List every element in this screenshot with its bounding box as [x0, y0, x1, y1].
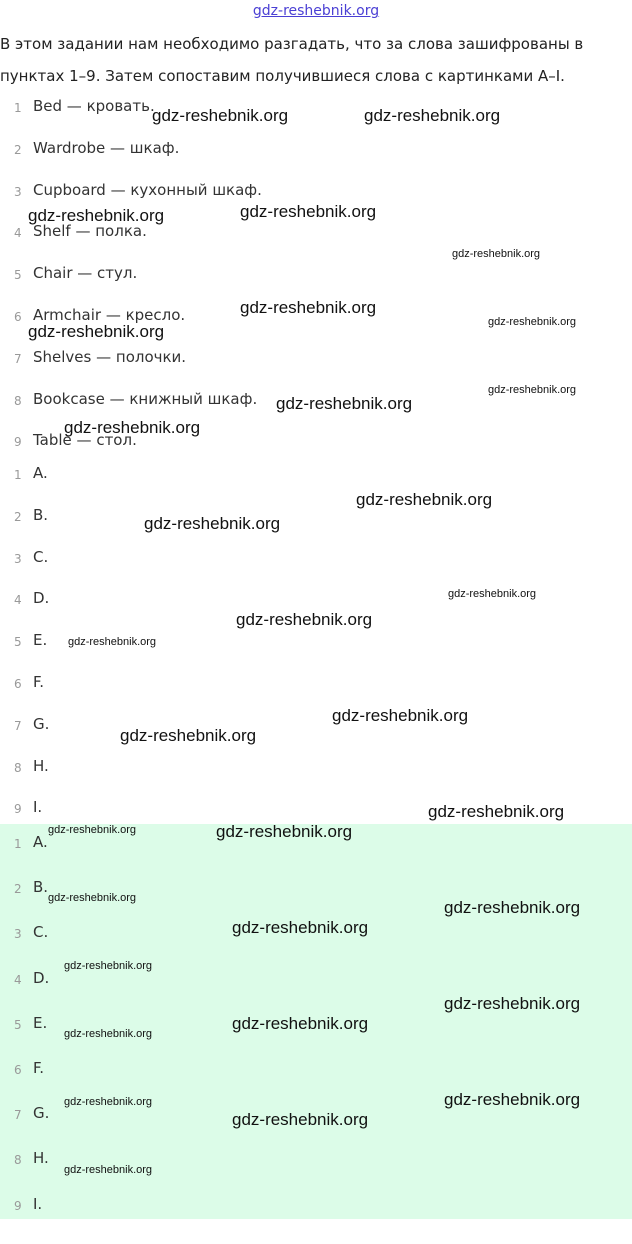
watermark: gdz-reshebnik.org: [28, 322, 165, 341]
item-number: 3: [14, 184, 22, 199]
item-text: Armchair — кресло.: [33, 305, 186, 324]
watermark: gdz-reshebnik.org: [64, 1096, 153, 1108]
watermark: gdz-reshebnik.org: [332, 706, 469, 725]
list-item: [0, 672, 632, 719]
list-item: [0, 833, 632, 882]
item-text: A.: [33, 464, 48, 482]
item-number: 5: [14, 268, 22, 283]
item-text: I.: [33, 798, 43, 817]
watermark: gdz-reshebnik.org: [144, 514, 281, 533]
task-intro: В этом задании нам необходимо разгадать, что за слова зашифрованы в пунктах 1–9. Затем сопоставим получившиеся слова с картинками A–I.: [0, 35, 584, 85]
item-number: 2: [14, 142, 22, 157]
watermark: gdz-reshebnik.org: [444, 898, 581, 917]
item-text: H.: [33, 1149, 49, 1168]
watermark: gdz-reshebnik.org: [152, 106, 289, 125]
item-text: D.: [33, 589, 50, 608]
watermark: gdz-reshebnik.org: [120, 726, 257, 745]
watermark: gdz-reshebnik.org: [48, 824, 137, 836]
watermark: gdz-reshebnik.org: [48, 892, 137, 904]
watermark: gdz-reshebnik.org: [444, 1090, 581, 1109]
item-number: 2: [14, 882, 22, 897]
item-text: C.: [33, 923, 49, 942]
watermark: gdz-reshebnik.org: [488, 384, 577, 396]
watermark: gdz-reshebnik.org: [232, 918, 369, 937]
list-item: [0, 547, 632, 594]
list-item: [0, 464, 632, 510]
item-text: Shelf — полка.: [33, 222, 147, 241]
list-item: [0, 756, 632, 803]
item-number: 8: [14, 1153, 22, 1168]
item-text: Bookcase — книжный шкаф.: [33, 389, 258, 408]
item-text: G.: [33, 714, 50, 733]
item-number: 2: [14, 509, 22, 524]
watermark: gdz-reshebnik.org: [232, 1110, 369, 1129]
item-text: Wardrobe — шкаф.: [33, 138, 180, 157]
watermark: gdz-reshebnik.org: [276, 394, 413, 413]
letters-list: [0, 464, 632, 844]
item-text: D.: [33, 968, 50, 987]
watermark: gdz-reshebnik.org: [428, 802, 565, 821]
item-text: Bed — кровать.: [33, 97, 155, 115]
watermark: gdz-reshebnik.org: [444, 994, 581, 1013]
item-text: Shelves — полочки.: [33, 347, 187, 366]
item-text: E.: [33, 1013, 48, 1032]
item-text: G.: [33, 1104, 50, 1123]
watermark: gdz-reshebnik.org: [64, 1028, 153, 1040]
item-text: B.: [33, 505, 49, 524]
list-item: [0, 138, 632, 185]
watermark: gdz-reshebnik.org: [364, 106, 501, 125]
item-text: Cupboard — кухонный шкаф.: [33, 180, 262, 199]
item-number: 6: [14, 676, 22, 691]
watermark: gdz-reshebnik.org: [240, 298, 377, 317]
watermark: gdz-reshebnik.org: [448, 588, 537, 600]
item-number: 7: [14, 718, 22, 733]
site-header-link[interactable]: gdz-reshebnik.org: [252, 3, 380, 19]
item-number: 8: [14, 760, 22, 775]
watermark: gdz-reshebnik.org: [28, 206, 165, 225]
item-number: 6: [14, 309, 22, 324]
item-number: 9: [14, 802, 22, 817]
item-number: 1: [14, 837, 22, 851]
item-number: 5: [14, 635, 22, 650]
item-number: 7: [14, 351, 22, 366]
list-item: [0, 97, 632, 143]
item-number: 3: [14, 551, 22, 566]
item-text: I.: [33, 1194, 43, 1213]
watermark: gdz-reshebnik.org: [488, 316, 577, 328]
item-number: 8: [14, 393, 22, 408]
item-text: A.: [33, 833, 48, 851]
list-item: [0, 505, 632, 552]
item-text: F.: [33, 1058, 44, 1077]
watermark: gdz-reshebnik.org: [64, 418, 201, 437]
item-number: 5: [14, 1017, 22, 1032]
watermark: gdz-reshebnik.org: [64, 960, 153, 972]
watermark: gdz-reshebnik.org: [236, 610, 373, 629]
watermark: gdz-reshebnik.org: [240, 202, 377, 221]
item-number: 1: [14, 468, 22, 482]
watermark: gdz-reshebnik.org: [232, 1014, 369, 1033]
item-text: B.: [33, 878, 49, 897]
item-number: 4: [14, 593, 22, 608]
item-text: C.: [33, 547, 49, 566]
item-text: F.: [33, 672, 44, 691]
item-number: 9: [14, 435, 22, 450]
watermark: gdz-reshebnik.org: [452, 248, 541, 260]
watermark: gdz-reshebnik.org: [64, 1164, 153, 1176]
item-number: 4: [14, 226, 22, 241]
list-item: [0, 1194, 632, 1244]
item-number: 3: [14, 927, 22, 942]
item-text: E.: [33, 631, 48, 650]
item-number: 9: [14, 1198, 22, 1213]
watermark: gdz-reshebnik.org: [216, 822, 353, 841]
watermark: gdz-reshebnik.org: [356, 490, 493, 509]
item-number: 7: [14, 1108, 22, 1123]
item-text: H.: [33, 756, 49, 775]
watermark: gdz-reshebnik.org: [68, 636, 157, 648]
item-number: 4: [14, 972, 22, 987]
item-number: 6: [14, 1062, 22, 1077]
item-number: 1: [14, 101, 22, 115]
item-text: Table — стол.: [33, 431, 137, 450]
item-text: Chair — стул.: [33, 264, 138, 283]
